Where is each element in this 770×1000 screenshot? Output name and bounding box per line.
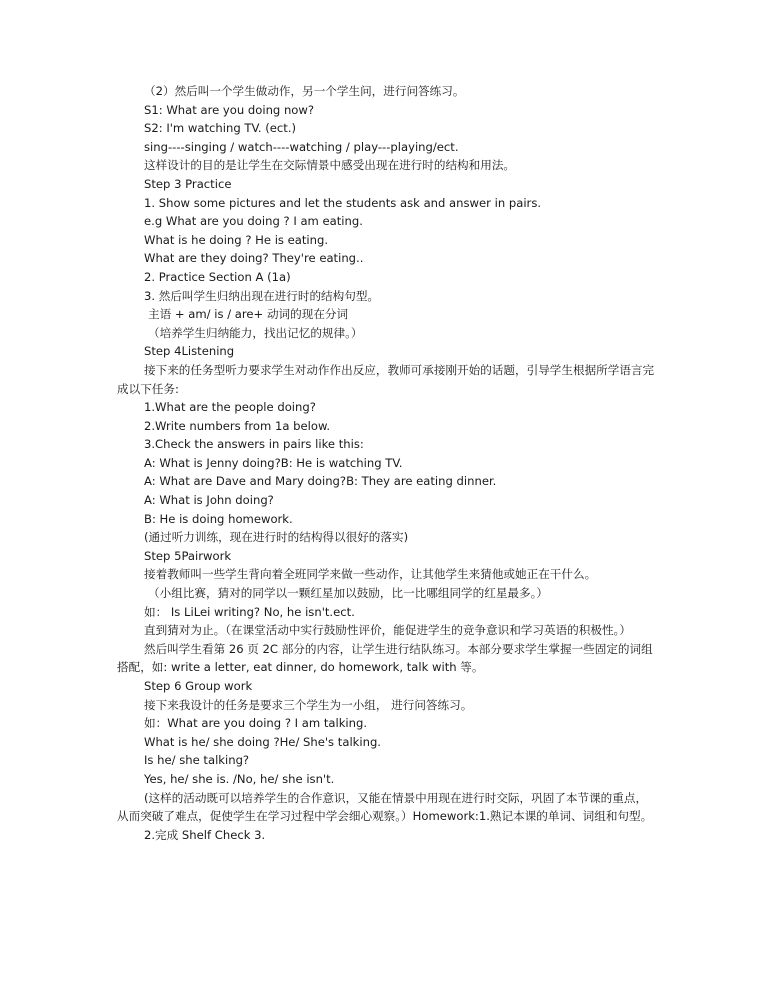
paragraph: What is he/ she doing ?He/ She's talking. <box>144 734 381 749</box>
section-heading: Step 5Pairwork <box>144 548 232 563</box>
paragraph: sing----singing / watch----watching / play---playing/ect. <box>144 139 459 154</box>
paragraph: Is he/ she talking? <box>144 753 250 768</box>
paragraph: A: What are Dave and Mary doing?B: They are eating dinner. <box>144 474 497 489</box>
paragraph: 3. 然后叫学生归纳出现在进行时的结构句型。 <box>144 288 380 303</box>
paragraph: 接着教师叫一些学生背向着全班同学来做一些动作，让其他学生来猜他或她正在干什么。 <box>144 567 597 582</box>
paragraph: 这样设计的目的是让学生在交际情景中感受出现在进行时的结构和用法。 <box>144 158 516 173</box>
paragraph: 2.Write numbers from 1a below. <box>144 418 331 433</box>
paragraph: What are they doing? They're eating.. <box>144 251 364 266</box>
paragraph: 2.完成 Shelf Check 3. <box>144 827 266 842</box>
paragraph: A: What is Jenny doing?B: He is watching TV. <box>144 455 403 470</box>
section-heading: Step 6 Group work <box>144 679 253 693</box>
paragraph: 主语 + am/ is / are+ 动词的现在分词 <box>148 307 349 322</box>
paragraph: 然后叫学生看第 26 页 2C 部分的内容，让学生进行结队练习。本部分要求学生掌握一些固定的词组搭配，如: write a letter, eat dinner, do homework, talk with 等。 <box>117 641 653 675</box>
paragraph: A: What is John doing? <box>144 493 274 508</box>
paragraph: What is he doing ? He is eating. <box>144 232 329 247</box>
section-heading: Step 4Listening <box>144 344 235 359</box>
paragraph: （培养学生归纳能力，找出记忆的规律。） <box>148 325 363 340</box>
paragraph: 如：What are you doing ? I am talking. <box>144 716 368 731</box>
paragraph: B: He is doing homework. <box>144 511 293 526</box>
paragraph: （小组比赛，猜对的同学以一颗红星加以鼓励，比一比哪组同学的红星最多。） <box>148 586 548 601</box>
section-heading: Step 3 Practice <box>144 176 232 191</box>
paragraph: 直到猜对为止。（在课堂活动中实行鼓励性评价，能促进学生的竞争意识和学习英语的积极性。） <box>144 623 631 638</box>
paragraph: S2: I'm watching TV. (ect.) <box>144 121 297 136</box>
paragraph: S1: What are you doing now? <box>144 102 315 117</box>
paragraph: 接下来的任务型听力要求学生对动作作出反应，教师可承接刚开始的话题，引导学生根据所学语言完成以下任务: <box>117 362 655 396</box>
paragraph: e.g What are you doing ? I am eating. <box>144 214 363 229</box>
paragraph: (这样的活动既可以培养学生的合作意识，又能在情景中用现在进行时交际，巩固了本节课的重点，从而突破了难点，促使学生在学习过程中学会细心观察。）Homework:1.熟记本课的单词、词组和句型。 <box>117 790 653 824</box>
paragraph: 1. Show some pictures and let the students ask and answer in pairs. <box>144 195 542 210</box>
paragraph: (通过听力训练，现在进行时的结构得以很好的落实) <box>144 530 409 545</box>
paragraph: Yes, he/ she is. /No, he/ she isn't. <box>144 771 335 786</box>
paragraph: 如： Is LiLei writing? No, he isn't.ect. <box>144 604 355 619</box>
paragraph: （2）然后叫一个学生做动作，另一个学生问，进行问答练习。 <box>144 84 465 98</box>
lesson-plan-text <box>117 82 655 844</box>
paragraph: 接下来我设计的任务是要求三个学生为一小组， 进行问答练习。 <box>144 697 473 712</box>
paragraph: 1.What are the people doing? <box>144 400 316 415</box>
paragraph: 3.Check the answers in pairs like this: <box>144 437 364 452</box>
paragraph: 2. Practice Section A (1a) <box>144 269 291 284</box>
